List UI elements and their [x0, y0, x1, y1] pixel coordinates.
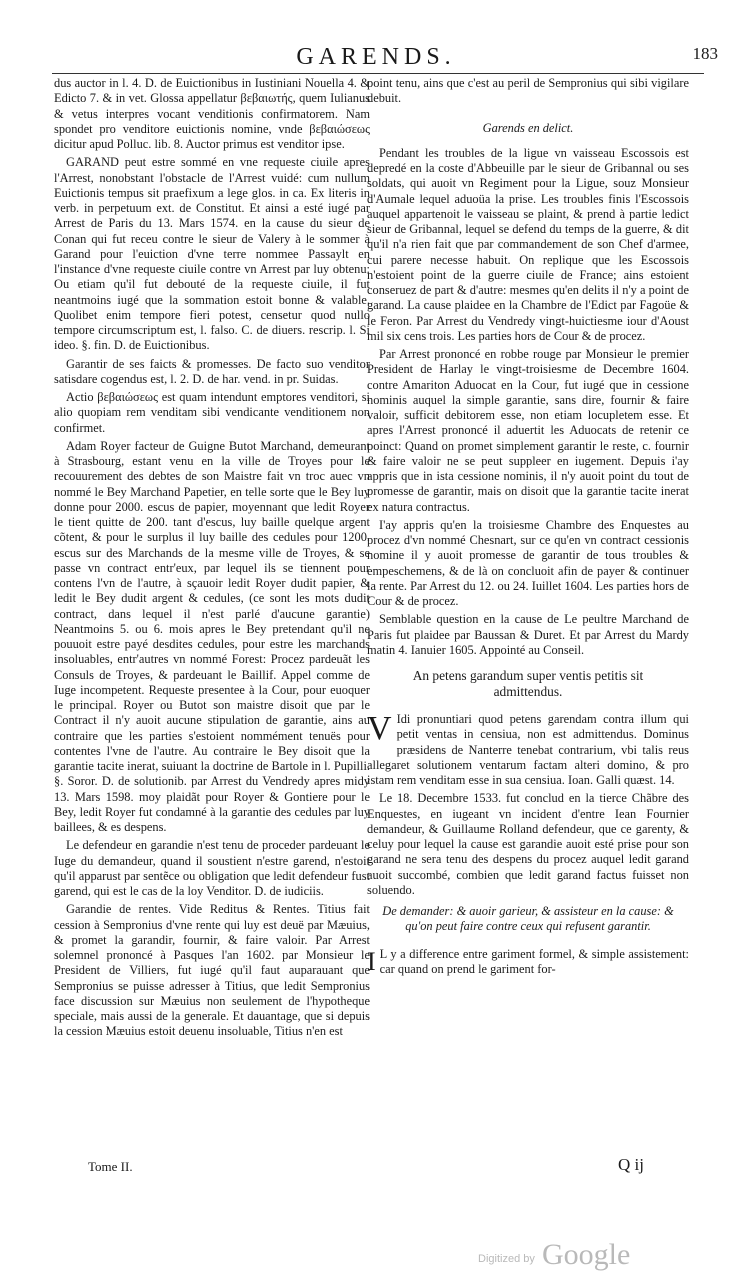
page-number: 183 [692, 44, 718, 63]
paragraph: point tenu, ains que c'est au peril de Sempronius qui sibi vigilare debuit. [367, 76, 689, 106]
paragraph: Actio βεβαιώσεως est quam intendunt emptores venditori, si alio quopiam rem venditam sibi vendicante venditionem non confirmet. [54, 390, 370, 435]
paragraph: Semblable question en la cause de Le peultre Marchand de Paris fut plaidee par Baussan & Duret. Et par Arrest du Mardy matin 4. Ianuier 1605. Appointé au Conseil. [367, 612, 689, 657]
section-heading: An petens garandum super ventis petitis sit admittendus. [412, 668, 644, 699]
right-column [367, 76, 689, 980]
drop-capital: I [367, 946, 376, 976]
running-title: GARENDS. [296, 44, 456, 70]
paragraph: Le 18. Decembre 1533. fut conclud en la tierce Chãbre des Enquestes, en iugeant vn incident d'entre Iean Fournier demandeur, & Guillaume Rolland defendeur, que ce garenty, & celuy pour lequel la cause est garandie auoit esté prise pour son garand ne sera tenu des despens du procez auquel ledit garand auoit succombé, combien que ledit garand factus fuisset non soluendo. [367, 791, 689, 897]
paragraph: GARAND peut estre sommé en vne requeste ciuile apres l'Arrest, nonobstant l'obstacle de l'Arrest vuidé: cum nullum Euictionis tempus sit praefixum a lege glos. in ca. Ex literis in verb. in perpetuum ext. de Constitut. Et ainsi a esté iugé par Arrest de Paris du 13. Mars 1574. en la cause du sieur de Conan qui fut receu contre le sieur de Valery à le sommer à Garand pour l'euiction d'vne terre nommee Passaylt en l'instance d'vne requeste ciuile contre vn Arrest par luy obtenu: Ou etiam qu'il fut debouté de la requeste ciuile, il fut neantmoins iugé que la sommation estoit bonne & valable. Quolibet enim tempore fieri potest, censetur quod nullo tempore circumscriptum est, l. falso. C. de diuers. rescrip. l. Si ideo. §. fin. D. de Euictionibus. [54, 155, 370, 353]
header-rule [52, 73, 704, 74]
paragraph: Le defendeur en garandie n'est tenu de proceder pardeuant le Iuge du demandeur, quand il soustient n'estre garend, n'estoit qu'il apparust par sentẽce ou obligation que ledit defendeur fust garend, qui est le cas de la loy Venditor. D. de iudiciis. [54, 838, 370, 898]
section-heading: Garends en delict. [482, 120, 574, 135]
paragraph: Garandie de rentes. Vide Reditus & Rentes. Titius fait cession à Sempronius d'vne rente qui luy est deuë par Mæuius, & promet la garandir, fournir, & faire valoir. Par Arrest solemnel prononcé à Pasques l'an 1602. par Monsieur le President de Villiers, fut iugé qu'il faut auparauant que Sempronius se puisse adresser à Titius, que ledit Sempronius face discussion sur Mæuius non seulement de l'hypotheque speciale, mais aussi de la generale. Et dauantage, que si depuis la cession Mæuius estoit deuenu insoluable, Titius n'en est [54, 902, 370, 1039]
paragraph [367, 712, 689, 788]
paragraph-text: L y a difference entre gariment formel, & simple assistement: car quand on prend le gariment for- [379, 946, 689, 976]
paragraph: I'ay appris qu'en la troisiesme Chambre des Enquestes au procez d'vn nommé Chesnart, sur ce qu'en vn contract cessionis nomine il y auoit promesse de garantir de tous troubles & empeschemens, & de là on concluoit afin de payer & continuer la rente. Par Arrest du 12. ou 24. Iuillet 1604. Les parties hors de Cour & de procez. [367, 517, 689, 608]
running-header [0, 44, 752, 72]
paragraph-text: Idi pronuntiari quod petens garendam contra illum qui petit ventas in censiua, non est admittendus. Dominus præsidens de Nanterre tenebat contrarium, vbi talis reus allegaret solutionem ventarum factam alteri domino, & pro istam rem venditam esse in sua censiua. Ioan. Galli quæst. 14. [367, 712, 689, 787]
paragraph [367, 947, 689, 978]
paragraph: Adam Royer facteur de Guigne Butot Marchand, demeurant à Strasbourg, estant venu en la ville de Troyes pour le recouurement des debtes de son Maistre fait vn troc auec vn nommé le Bey Marchand Papetier, en telle sorte que le Bey luy donne pour 2000. escus de papier, moyennant que ledit Royer le tient quitte de 200. tant d'escus, luy baille quelque argent cõtent, & pour le surplus il luy baille des cedules pour 1200. escus sur des Marchands de la mesme ville de Troyes, & se passe vn contract entr'eux, par lequel ils se tiennent pour contens l'vn de l'autre, à sçauoir ledit Royer dudit papier, & ledit le Bey dudit argent & cedules, (ce sont les mots dudit contract, dans lequel il n'est parlé d'aucune garantie) Neantmoins 5. ou 6. mois apres le Bey pretendant qu'il ne pouuoit estre payé desdites cedules, pour estre les marchands insoluables, entr'autres vn nommé Forest: Procez pardeuãt les Consuls de Troyes, & pardeuant le Baillif. Appel comme de Iuge incompetent. Requeste presentee à la Cour, pour euoquer le principal. Royer ou Butot son maistre disoit que par le Contract il n'y auoit aucune stipulation de garantie, ains au contraire que les parties s'estoient nommément tenuës pour contentes l'vne de l'autre. Au contraire le Bey disoit que la garantie tacite inerat, suiuant la doctrine de Bartole in l. Pupilli. §. Soror. D. de solutionib. par Arrest du Vendredy apres midy 13. Mars 1598. moy plaidãt pour Royer & Gontiere pour le Bey, ledit Royer fut condamné à la garantie des cedules par luy baillees, & es despens. [54, 438, 370, 834]
paragraph: Pendant les troubles de la ligue vn vaisseau Escossois est depredé en la coste d'Abbeuille par le sieur de Gribannal ou ses soldats, qui auoit vn Regiment pour la Ligue, souz Monsieur d'Aumale lequel aduoüa la prise. Les troubles finis l'Escossois auquel appartenoit le vaisseau se plaint, & prend à partie ledict sieur de Gribannal, lequel se defend du temps de la guerre, & dit qu'il n'a rien fait que par commandement de son Chef d'armee, cui parere necesse habuit. On replique que les Escossois n'estoient point de la guerre ciuile de France; ains estoient conseruez de part & d'autre: mesmes qu'en delits il n'y a point de garand. La cause plaidee en la Chambre de l'Edict par Fagoüe & le Feron. Par Arrest du Vendredy vingt-huictiesme iour d'Aoust mil six cens trois. Les parties hors de Cour & de procez. [367, 145, 689, 343]
watermark-brand: Google [542, 1238, 631, 1271]
watermark-prefix: Digitized by [478, 1253, 535, 1265]
volume-label: Tome II. [88, 1159, 133, 1174]
signature-mark: Q ij [618, 1155, 644, 1174]
left-column [54, 76, 370, 1043]
drop-capital: V [367, 710, 392, 747]
paragraph: dus auctor in l. 4. D. de Euictionibus in Iustiniani Nouella 4. & Edicto 7. & in vet. Glossa appellatur βεβαιωτής, quem Iulianus & vetus interpres vocant venditionis confirmatorem. Nam spondet pro venditore euictionis nomine, vnde βεβαιώσεως dicitur apud Polluc. lib. 8. Auctor primus est venditor ipse. [54, 76, 370, 151]
paragraph: Garantir de ses faicts & promesses. De facto suo venditor satisdare cogendus est, l. 2. D. de har. vend. in pr. Suidas. [54, 356, 370, 386]
digitization-watermark [478, 1238, 658, 1278]
section-subtitle: De demander: & auoir garieur, & assisteur en la cause: & qu'on peut faire contre ceux qui refusent garantir. [382, 904, 674, 934]
paragraph: Par Arrest prononcé en robbe rouge par Monsieur le premier President de Harlay le vingt-troisiesme de Decembre 1604. contre Amariton Aduocat en la Cour, fut iugé que in cessione nominis auquel la simple garantie, sans dire, fournir & faire valoir, sufficit debitorem esse, non etiam locupletem esse. Et apres l'Arrest prononcé il aduertit les Aduocats de retenir ce poinct: Quand on promet simplement garantir le reste, c. fournir & faire valoir ne se peut suppleer en iugement. Depuis i'ay appris que in ista cessione nominis, il n'y auoit point du tout de promesse de garantir, mais on disoit que la garantie tacite inerat ex natura contractus. [367, 347, 689, 514]
